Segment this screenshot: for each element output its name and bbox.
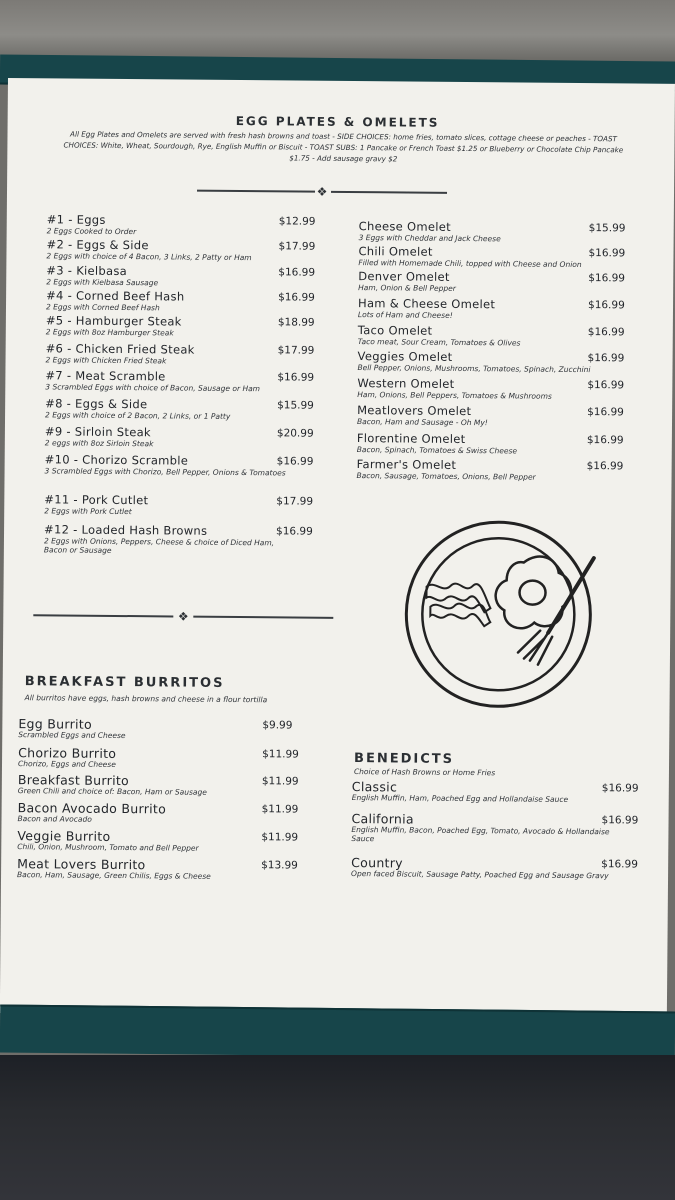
menu-item-name: #4 - Corned Beef Hash bbox=[46, 288, 185, 304]
menu-item-name: #11 - Pork Cutlet bbox=[44, 492, 149, 508]
menu-item-description: Green Chili and choice of: Bacon, Ham or Sausage bbox=[17, 786, 207, 797]
egg-section-intro: All Egg Plates and Omelets are served with fresh hash browns and toast - SIDE CHOICES: home fries, tomato slices, cottage cheese or peaches - TOAST CHOICES: White, Wheat, Sourdough, Rye, English Muffin or Biscuit - TOAST SUBS: 1 Pancake or French Toast $1.25 or Blueberry or Chocolate Chip Pancake $1.75 - Add sausage gravy $2 bbox=[63, 129, 624, 164]
menu-item-name: California bbox=[351, 811, 414, 827]
menu-item-description: 2 Eggs with Kielbasa Sausage bbox=[46, 277, 159, 288]
egg-section-title: EGG PLATES & OMELETS bbox=[235, 113, 440, 130]
benedicts-section-intro: Choice of Hash Browns or Home Fries bbox=[353, 767, 496, 778]
menu-item-name: Chili Omelet bbox=[358, 244, 433, 259]
menu-item-name: #1 - Eggs bbox=[46, 212, 106, 227]
menu-item-price: $11.99 bbox=[261, 831, 299, 844]
menu-item-description: Bacon, Sausage, Tomatoes, Onions, Bell Pepper bbox=[356, 471, 536, 482]
menu-item-name: Bacon Avocado Burrito bbox=[17, 800, 167, 817]
menu-item-price: $16.99 bbox=[586, 460, 624, 473]
menu-item-name: #6 - Chicken Fried Steak bbox=[45, 341, 195, 357]
menu-item-name: Country bbox=[351, 855, 403, 871]
menu-item-description: Taco meat, Sour Cream, Tomatoes & Olives bbox=[357, 337, 521, 348]
menu-item-price: $15.99 bbox=[588, 222, 626, 235]
benedicts-section-title: BENEDICTS bbox=[354, 751, 455, 767]
menu-cover-bottom-edge bbox=[0, 1004, 675, 1059]
diamond-ornament-icon: ❖ bbox=[316, 184, 328, 199]
menu-item-price: $16.99 bbox=[587, 352, 625, 365]
menu-item-name: Meat Lovers Burrito bbox=[17, 856, 146, 873]
menu-item-description: 2 Eggs with Chicken Fried Steak bbox=[45, 355, 167, 366]
menu-item-description: Bacon, Ham and Sausage - Oh My! bbox=[356, 417, 488, 428]
menu-item-name: Cheese Omelet bbox=[358, 219, 451, 234]
menu-item-name: Breakfast Burrito bbox=[17, 772, 130, 789]
menu-item-name: #3 - Kielbasa bbox=[46, 263, 128, 279]
middle-divider bbox=[33, 608, 333, 625]
menu-item-name: Western Omelet bbox=[357, 376, 455, 391]
top-divider bbox=[197, 184, 447, 200]
menu-item-name: #8 - Eggs & Side bbox=[45, 396, 148, 412]
menu-item-description: 3 Scrambled Eggs with choice of Bacon, Sausage or Ham bbox=[45, 382, 261, 394]
menu-item-name: Florentine Omelet bbox=[356, 431, 466, 447]
menu-item-description: 3 Eggs with Cheddar and Jack Cheese bbox=[358, 233, 501, 244]
menu-item-description: 2 Eggs with Corned Beef Hash bbox=[45, 302, 160, 313]
menu-item-name: #12 - Loaded Hash Browns bbox=[44, 522, 208, 538]
menu-item-description: 2 Eggs with 8oz Hamburger Steak bbox=[45, 327, 174, 338]
menu-item-description: 2 eggs with 8oz Sirloin Steak bbox=[44, 438, 154, 449]
menu-item-description: Lots of Ham and Cheese! bbox=[357, 310, 453, 320]
menu-item-description: 2 Eggs with choice of 2 Bacon, 2 Links, or 1 Patty bbox=[45, 410, 231, 421]
menu-item-price: $11.99 bbox=[262, 748, 299, 761]
menu-item-price: $9.99 bbox=[262, 719, 293, 732]
menu-item-description: Bell Pepper, Onions, Mushrooms, Tomatoes, Spinach, Zucchini bbox=[357, 363, 591, 375]
menu-item-name: Meatlovers Omelet bbox=[357, 403, 472, 419]
menu-item-price: $18.99 bbox=[277, 316, 315, 329]
diamond-ornament-icon: ❖ bbox=[177, 609, 189, 624]
menu-item-description: Bacon and Avocado bbox=[17, 814, 92, 824]
menu-item-description: Open faced Biscuit, Sausage Patty, Poached Egg and Sausage Gravy bbox=[351, 869, 609, 881]
menu-item-name: Chorizo Burrito bbox=[18, 745, 117, 761]
menu-item-description: Filled with Homemade Chili, topped with Cheese and Onion bbox=[358, 258, 582, 270]
menu-item-price: $16.99 bbox=[278, 266, 316, 279]
menu-item-description: Chorizo, Eggs and Cheese bbox=[17, 759, 116, 769]
menu-item-name: Egg Burrito bbox=[18, 716, 93, 732]
menu-item-name: Taco Omelet bbox=[357, 323, 433, 338]
menu-item-description: 2 Eggs with Pork Cutlet bbox=[44, 506, 132, 517]
menu-item-description: English Muffin, Bacon, Poached Egg, Tomato, Avocado & Hollandaise Sauce bbox=[351, 825, 610, 844]
menu-item-description: 2 Eggs with Onions, Peppers, Cheese & choice of Diced Ham, Bacon or Sausage bbox=[43, 536, 275, 555]
menu-item-price: $20.99 bbox=[276, 427, 314, 440]
menu-item-name: Classic bbox=[351, 779, 398, 795]
menu-item-price: $16.99 bbox=[587, 299, 625, 312]
table-background-bottom bbox=[0, 1055, 675, 1200]
menu-item-name: Farmer's Omelet bbox=[356, 457, 457, 472]
menu-item-name: #7 - Meat Scramble bbox=[45, 368, 166, 384]
menu-item-description: Bacon, Ham, Sausage, Green Chilis, Eggs & Cheese bbox=[17, 870, 211, 881]
menu-item-name: Veggie Burrito bbox=[17, 828, 111, 844]
menu-item-price: $17.99 bbox=[276, 495, 314, 508]
menu-item-description: Ham, Onion & Bell Pepper bbox=[358, 283, 456, 293]
breakfast-plate-icon bbox=[397, 511, 609, 723]
burritos-section-title: BREAKFAST BURRITOS bbox=[24, 674, 225, 691]
menu-item-price: $16.99 bbox=[586, 434, 624, 447]
menu-item-description: 2 Eggs with choice of 4 Bacon, 3 Links, 2 Patty or Ham bbox=[46, 251, 252, 263]
menu-item-price: $16.99 bbox=[587, 406, 624, 419]
menu-item-name: #9 - Sirloin Steak bbox=[44, 424, 151, 440]
menu-item-price: $15.99 bbox=[277, 399, 314, 412]
menu-item-price: $16.99 bbox=[601, 782, 639, 795]
menu-item-price: $11.99 bbox=[261, 803, 299, 816]
menu-item-description: Scrambled Eggs and Cheese bbox=[18, 730, 126, 741]
menu-page bbox=[0, 78, 675, 1019]
menu-item-price: $16.99 bbox=[588, 247, 626, 260]
menu-item-price: $16.99 bbox=[587, 326, 625, 339]
menu-item-price: $11.99 bbox=[261, 775, 299, 788]
menu-item-price: $16.99 bbox=[276, 525, 313, 538]
menu-item-description: Ham, Onions, Bell Peppers, Tomatoes & Mushrooms bbox=[357, 390, 552, 401]
menu-item-price: $12.99 bbox=[278, 215, 316, 228]
menu-item-name: Denver Omelet bbox=[358, 269, 450, 284]
menu-item-name: Veggies Omelet bbox=[357, 349, 453, 364]
menu-item-name: Ham & Cheese Omelet bbox=[357, 296, 496, 312]
menu-item-price: $16.99 bbox=[587, 379, 625, 392]
menu-item-description: Bacon, Spinach, Tomatoes & Swiss Cheese bbox=[356, 445, 518, 456]
menu-item-price: $13.99 bbox=[261, 859, 298, 872]
menu-item-name: #10 - Chorizo Scramble bbox=[44, 452, 189, 468]
menu-item-price: $17.99 bbox=[278, 240, 316, 253]
menu-item-description: Chili, Onion, Mushroom, Tomato and Bell Pepper bbox=[17, 842, 199, 853]
menu-item-price: $16.99 bbox=[601, 858, 638, 871]
menu-item-price: $17.99 bbox=[277, 344, 315, 357]
menu-item-price: $16.99 bbox=[278, 291, 315, 304]
menu-item-name: #5 - Hamburger Steak bbox=[45, 313, 182, 329]
menu-item-price: $16.99 bbox=[277, 371, 315, 384]
menu-item-price: $16.99 bbox=[588, 272, 626, 285]
burritos-section-intro: All burritos have eggs, hash browns and cheese in a flour tortilla bbox=[24, 693, 268, 705]
menu-item-description: 3 Scrambled Eggs with Chorizo, Bell Pepper, Onions & Tomatoes bbox=[44, 466, 286, 478]
menu-item-name: #2 - Eggs & Side bbox=[46, 237, 149, 253]
menu-item-description: 2 Eggs Cooked to Order bbox=[46, 226, 137, 237]
menu-item-price: $16.99 bbox=[601, 814, 639, 827]
menu-item-description: English Muffin, Ham, Poached Egg and Hollandaise Sauce bbox=[351, 793, 569, 804]
menu-item-price: $16.99 bbox=[276, 455, 314, 468]
